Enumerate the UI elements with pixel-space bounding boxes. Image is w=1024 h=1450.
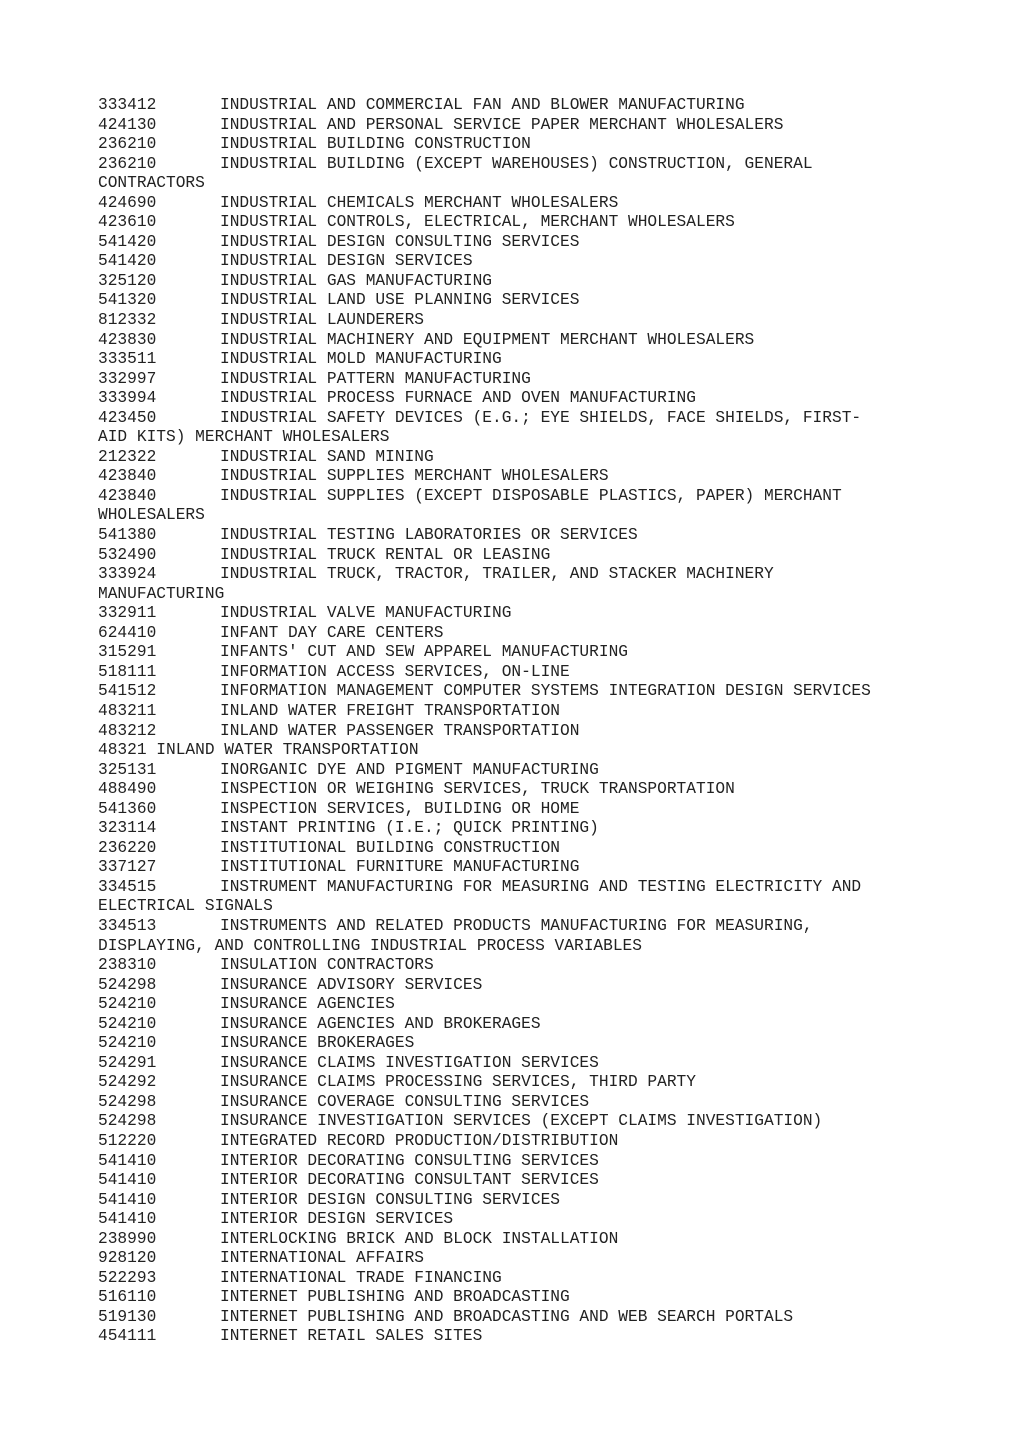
naics-code: 333994 bbox=[98, 389, 157, 408]
listing-entry bbox=[98, 1308, 978, 1328]
naics-code: 423830 bbox=[98, 330, 157, 349]
industry-description-continued: MANUFACTURING bbox=[98, 584, 225, 603]
listing-entry-continuation bbox=[98, 897, 978, 917]
industry-description: INDUSTRIAL TESTING LABORATORIES OR SERVICES bbox=[220, 526, 638, 545]
naics-code: 541512 bbox=[98, 682, 157, 701]
industry-description: INSURANCE AGENCIES AND BROKERAGES bbox=[220, 1014, 541, 1033]
listing-entry-continuation bbox=[98, 506, 978, 526]
listing-entry bbox=[98, 487, 978, 507]
naics-code: 532490 bbox=[98, 545, 157, 564]
industry-description: INORGANIC DYE AND PIGMENT MANUFACTURING bbox=[220, 760, 599, 779]
naics-code: 524298 bbox=[98, 1112, 157, 1131]
industry-description: INDUSTRIAL BUILDING (EXCEPT WAREHOUSES) CONSTRUCTION, GENERAL bbox=[220, 154, 813, 173]
naics-code: 483212 bbox=[98, 721, 157, 740]
naics-code: 541410 bbox=[98, 1190, 157, 1209]
naics-code: 423840 bbox=[98, 486, 157, 505]
industry-description: INSULATION CONTRACTORS bbox=[220, 956, 434, 975]
listing-entry bbox=[98, 331, 978, 351]
naics-code: 524292 bbox=[98, 1073, 157, 1092]
listing-entry bbox=[98, 96, 978, 116]
naics-code: 315291 bbox=[98, 643, 157, 662]
industry-description: INTERIOR DESIGN SERVICES bbox=[220, 1210, 454, 1229]
listing-entry bbox=[98, 1269, 978, 1289]
listing-entry bbox=[98, 761, 978, 781]
listing-entry bbox=[98, 1230, 978, 1250]
listing-entry bbox=[98, 702, 978, 722]
listing-entry bbox=[98, 565, 978, 585]
naics-code: 624410 bbox=[98, 623, 157, 642]
industry-description: INDUSTRIAL GAS MANUFACTURING bbox=[220, 271, 492, 290]
naics-code: 333412 bbox=[98, 96, 157, 114]
industry-description: INFORMATION ACCESS SERVICES, ON-LINE bbox=[220, 662, 570, 681]
industry-description: INDUSTRIAL SAND MINING bbox=[220, 447, 434, 466]
listing-entry bbox=[98, 995, 978, 1015]
listing-entry bbox=[98, 1015, 978, 1035]
naics-code: 323114 bbox=[98, 819, 157, 838]
listing-entry bbox=[98, 1288, 978, 1308]
listing-entry bbox=[98, 311, 978, 331]
listing-entry bbox=[98, 663, 978, 683]
listing-entry bbox=[98, 624, 978, 644]
industry-description: INSTRUMENT MANUFACTURING FOR MEASURING AND TESTING ELECTRICITY AND bbox=[220, 877, 862, 896]
listing-entry-continuation bbox=[98, 428, 978, 448]
listing-entry bbox=[98, 291, 978, 311]
industry-description: INDUSTRIAL TRUCK RENTAL OR LEASING bbox=[220, 545, 551, 564]
industry-description: INSPECTION SERVICES, BUILDING OR HOME bbox=[220, 799, 580, 818]
listing-entry bbox=[98, 194, 978, 214]
naics-code: 424690 bbox=[98, 193, 157, 212]
naics-code: 332997 bbox=[98, 369, 157, 388]
naics-code: 325120 bbox=[98, 271, 157, 290]
naics-code: 541410 bbox=[98, 1210, 157, 1229]
naics-code: 541410 bbox=[98, 1151, 157, 1170]
naics-code: 541320 bbox=[98, 291, 157, 310]
naics-code: 423840 bbox=[98, 467, 157, 486]
industry-description: INSURANCE CLAIMS INVESTIGATION SERVICES bbox=[220, 1053, 599, 1072]
listing-entry bbox=[98, 233, 978, 253]
naics-code: 928120 bbox=[98, 1249, 157, 1268]
listing-entry bbox=[98, 546, 978, 566]
naics-code: 423450 bbox=[98, 408, 157, 427]
industry-description: INDUSTRIAL DESIGN CONSULTING SERVICES bbox=[220, 232, 580, 251]
listing-entry bbox=[98, 800, 978, 820]
industry-description: INDUSTRIAL CHEMICALS MERCHANT WHOLESALERS bbox=[220, 193, 619, 212]
listing-entry bbox=[98, 1249, 978, 1269]
listing-entry bbox=[98, 682, 978, 702]
industry-description: INDUSTRIAL AND PERSONAL SERVICE PAPER MERCHANT WHOLESALERS bbox=[220, 115, 784, 134]
listing-entry bbox=[98, 350, 978, 370]
industry-description: INDUSTRIAL MOLD MANUFACTURING bbox=[220, 350, 502, 369]
code-listing bbox=[98, 96, 978, 1347]
listing-entry bbox=[98, 1132, 978, 1152]
listing-entry bbox=[98, 819, 978, 839]
listing-entry bbox=[98, 448, 978, 468]
industry-description-continued: ELECTRICAL SIGNALS bbox=[98, 897, 273, 916]
listing-entry bbox=[98, 839, 978, 859]
listing-entry bbox=[98, 1093, 978, 1113]
industry-description: INTERLOCKING BRICK AND BLOCK INSTALLATION bbox=[220, 1229, 619, 1248]
industry-description: INSURANCE BROKERAGES bbox=[220, 1034, 415, 1053]
naics-code: 524298 bbox=[98, 1092, 157, 1111]
naics-code: 524210 bbox=[98, 1034, 157, 1053]
industry-description: INDUSTRIAL SAFETY DEVICES (E.G.; EYE SHIELDS, FACE SHIELDS, FIRST- bbox=[220, 408, 862, 427]
naics-code: 524210 bbox=[98, 1014, 157, 1033]
naics-code: 516110 bbox=[98, 1288, 157, 1307]
listing-entry bbox=[98, 1073, 978, 1093]
listing-entry bbox=[98, 976, 978, 996]
naics-code: 238310 bbox=[98, 956, 157, 975]
listing-entry bbox=[98, 1210, 978, 1230]
naics-code: 454111 bbox=[98, 1327, 157, 1346]
listing-entry bbox=[98, 467, 978, 487]
listing-entry bbox=[98, 389, 978, 409]
industry-description: INDUSTRIAL MACHINERY AND EQUIPMENT MERCHANT WHOLESALERS bbox=[220, 330, 755, 349]
naics-code: 512220 bbox=[98, 1131, 157, 1150]
industry-description: INTEGRATED RECORD PRODUCTION/DISTRIBUTION bbox=[220, 1131, 619, 1150]
industry-description: INDUSTRIAL LAND USE PLANNING SERVICES bbox=[220, 291, 580, 310]
listing-entry bbox=[98, 956, 978, 976]
naics-code: 488490 bbox=[98, 780, 157, 799]
naics-code: 337127 bbox=[98, 858, 157, 877]
listing-raw-line: 48321 INLAND WATER TRANSPORTATION bbox=[98, 741, 419, 760]
naics-code: 333511 bbox=[98, 350, 157, 369]
naics-code: 541360 bbox=[98, 799, 157, 818]
listing-entry bbox=[98, 604, 978, 624]
listing-entry bbox=[98, 135, 978, 155]
industry-description: INTERIOR DECORATING CONSULTING SERVICES bbox=[220, 1151, 599, 1170]
naics-code: 541380 bbox=[98, 526, 157, 545]
naics-code: 236220 bbox=[98, 838, 157, 857]
industry-description: INDUSTRIAL VALVE MANUFACTURING bbox=[220, 604, 512, 623]
listing-entry bbox=[98, 1112, 978, 1132]
industry-description: INLAND WATER FREIGHT TRANSPORTATION bbox=[220, 701, 560, 720]
industry-description: INDUSTRIAL DESIGN SERVICES bbox=[220, 252, 473, 271]
naics-code: 332911 bbox=[98, 604, 157, 623]
naics-code: 812332 bbox=[98, 311, 157, 330]
industry-description: INSURANCE AGENCIES bbox=[220, 995, 395, 1014]
industry-description: INDUSTRIAL PATTERN MANUFACTURING bbox=[220, 369, 531, 388]
industry-description: INTERNET PUBLISHING AND BROADCASTING AND WEB SEARCH PORTALS bbox=[220, 1307, 794, 1326]
industry-description: INSURANCE ADVISORY SERVICES bbox=[220, 975, 483, 994]
industry-description: INTERNATIONAL AFFAIRS bbox=[220, 1249, 424, 1268]
industry-description: INSURANCE INVESTIGATION SERVICES (EXCEPT CLAIMS INVESTIGATION) bbox=[220, 1112, 823, 1131]
listing-entry bbox=[98, 1191, 978, 1211]
naics-code: 334513 bbox=[98, 916, 157, 935]
listing-entry bbox=[98, 858, 978, 878]
listing-entry bbox=[98, 878, 978, 898]
listing-entry bbox=[98, 155, 978, 175]
listing-entry bbox=[98, 722, 978, 742]
industry-description: INTERNATIONAL TRADE FINANCING bbox=[220, 1268, 502, 1287]
industry-description: INSTITUTIONAL FURNITURE MANUFACTURING bbox=[220, 858, 580, 877]
naics-code: 333924 bbox=[98, 565, 157, 584]
naics-code: 524291 bbox=[98, 1053, 157, 1072]
listing-entry bbox=[98, 526, 978, 546]
industry-description: INLAND WATER PASSENGER TRANSPORTATION bbox=[220, 721, 580, 740]
listing-entry bbox=[98, 1054, 978, 1074]
listing-entry-continuation bbox=[98, 937, 978, 957]
industry-description: INSTITUTIONAL BUILDING CONSTRUCTION bbox=[220, 838, 560, 857]
naics-code: 541420 bbox=[98, 252, 157, 271]
naics-code: 541420 bbox=[98, 232, 157, 251]
naics-code: 238990 bbox=[98, 1229, 157, 1248]
industry-description: INSURANCE CLAIMS PROCESSING SERVICES, THIRD PARTY bbox=[220, 1073, 696, 1092]
naics-code: 325131 bbox=[98, 760, 157, 779]
listing-entry bbox=[98, 1327, 978, 1347]
industry-description: INSURANCE COVERAGE CONSULTING SERVICES bbox=[220, 1092, 590, 1111]
listing-entry-continuation bbox=[98, 585, 978, 605]
industry-description: INDUSTRIAL SUPPLIES MERCHANT WHOLESALERS bbox=[220, 467, 609, 486]
industry-description: INSTANT PRINTING (I.E.; QUICK PRINTING) bbox=[220, 819, 599, 838]
industry-description-continued: AID KITS) MERCHANT WHOLESALERS bbox=[98, 428, 390, 447]
industry-description: INDUSTRIAL TRUCK, TRACTOR, TRAILER, AND STACKER MACHINERY bbox=[220, 565, 774, 584]
industry-description: INFANTS' CUT AND SEW APPAREL MANUFACTURING bbox=[220, 643, 628, 662]
industry-description: INSPECTION OR WEIGHING SERVICES, TRUCK TRANSPORTATION bbox=[220, 780, 735, 799]
industry-description: INFANT DAY CARE CENTERS bbox=[220, 623, 444, 642]
listing-entry bbox=[98, 1152, 978, 1172]
industry-description: INDUSTRIAL AND COMMERCIAL FAN AND BLOWER MANUFACTURING bbox=[220, 96, 745, 114]
listing-entry bbox=[98, 272, 978, 292]
industry-description: INTERNET RETAIL SALES SITES bbox=[220, 1327, 483, 1346]
listing-entry bbox=[98, 370, 978, 390]
listing-entry bbox=[98, 116, 978, 136]
industry-description-continued: WHOLESALERS bbox=[98, 506, 205, 525]
industry-description: INFORMATION MANAGEMENT COMPUTER SYSTEMS INTEGRATION DESIGN SERVICES bbox=[220, 682, 871, 701]
listing-entry bbox=[98, 252, 978, 272]
industry-description: INTERIOR DECORATING CONSULTANT SERVICES bbox=[220, 1171, 599, 1190]
industry-description: INDUSTRIAL SUPPLIES (EXCEPT DISPOSABLE PLASTICS, PAPER) MERCHANT bbox=[220, 486, 842, 505]
industry-description-continued: DISPLAYING, AND CONTROLLING INDUSTRIAL PROCESS VARIABLES bbox=[98, 936, 642, 955]
naics-code: 236210 bbox=[98, 154, 157, 173]
listing-entry bbox=[98, 780, 978, 800]
naics-code: 518111 bbox=[98, 662, 157, 681]
naics-code: 519130 bbox=[98, 1307, 157, 1326]
industry-description: INTERNET PUBLISHING AND BROADCASTING bbox=[220, 1288, 570, 1307]
naics-code: 334515 bbox=[98, 877, 157, 896]
industry-description: INSTRUMENTS AND RELATED PRODUCTS MANUFACTURING FOR MEASURING, bbox=[220, 916, 813, 935]
industry-description-continued: CONTRACTORS bbox=[98, 174, 205, 193]
industry-description: INDUSTRIAL PROCESS FURNACE AND OVEN MANUFACTURING bbox=[220, 389, 696, 408]
industry-description: INDUSTRIAL BUILDING CONSTRUCTION bbox=[220, 135, 531, 154]
listing-entry bbox=[98, 409, 978, 429]
naics-code: 423610 bbox=[98, 213, 157, 232]
naics-code: 483211 bbox=[98, 701, 157, 720]
industry-description: INDUSTRIAL LAUNDERERS bbox=[220, 311, 424, 330]
naics-code: 541410 bbox=[98, 1171, 157, 1190]
naics-code: 424130 bbox=[98, 115, 157, 134]
listing-entry bbox=[98, 1171, 978, 1191]
listing-entry bbox=[98, 917, 978, 937]
naics-code: 236210 bbox=[98, 135, 157, 154]
listing-entry bbox=[98, 213, 978, 233]
naics-code: 212322 bbox=[98, 447, 157, 466]
industry-description: INTERIOR DESIGN CONSULTING SERVICES bbox=[220, 1190, 560, 1209]
listing-entry-continuation bbox=[98, 174, 978, 194]
naics-code: 522293 bbox=[98, 1268, 157, 1287]
listing-entry bbox=[98, 643, 978, 663]
listing-entry bbox=[98, 1034, 978, 1054]
industry-description: INDUSTRIAL CONTROLS, ELECTRICAL, MERCHANT WHOLESALERS bbox=[220, 213, 735, 232]
naics-code: 524298 bbox=[98, 975, 157, 994]
naics-code: 524210 bbox=[98, 995, 157, 1014]
